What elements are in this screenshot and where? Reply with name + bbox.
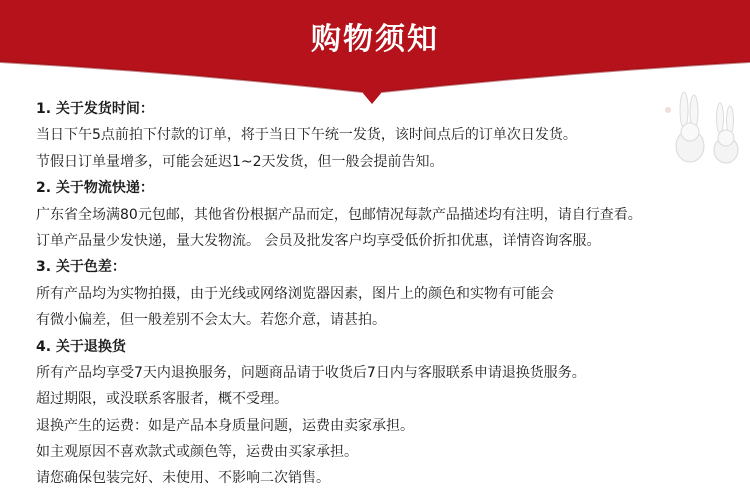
color-difference-line-1: 所有产品均为实物拍摄，由于光线或网络浏览器因素，图片上的颜色和实物有可能会: [36, 285, 554, 302]
logistics-line-1: 广东省全场满80元包邮，其他省份根据产品而定，包邮情况每款产品描述均有注明，请自行查看。: [36, 206, 642, 223]
section-heading-shipping-time: 1. 关于发货时间：: [36, 101, 154, 117]
logistics-line-2: 订单产品量少发快递，量大发物流。 会员及批发客户均享受低价折扣优惠，详情咨询客服。: [36, 232, 601, 249]
page-title: 购物须知: [311, 22, 439, 57]
color-difference-line-2: 有微小偏差，但一般差别不会太大。若您介意，请甚拍。: [36, 312, 386, 329]
shipping-time-line-2: 节假日订单量增多，可能会延迟1~2天发货，但一般会提前告知。: [36, 153, 444, 170]
shipping-time-line-1: 当日下午5点前拍下付款的订单，将于当日下午统一发货，该时间点后的订单次日发货。: [36, 127, 577, 144]
returns-line-4: 如主观原因不喜欢款式或颜色等，运费由买家承担。: [36, 444, 358, 461]
returns-line-3: 退换产生的运费：如是产品本身质量问题，运费由卖家承担。: [36, 417, 414, 434]
section-heading-returns: 4. 关于退换货: [36, 338, 126, 355]
shopping-notice-content: [36, 96, 726, 492]
returns-line-2: 超过期限，或没联系客服者，概不受理。: [36, 391, 288, 408]
returns-line-5: 请您确保包装完好、未使用、不影响二次销售。: [36, 470, 330, 487]
section-heading-color-difference: 3. 关于色差：: [36, 259, 126, 276]
header-banner: [0, 0, 750, 104]
returns-line-1: 所有产品均享受7天内退换服务，问题商品请于收货后7日内与客服联系申请退换货服务。: [36, 364, 586, 381]
section-heading-logistics: 2. 关于物流快递：: [36, 180, 154, 197]
